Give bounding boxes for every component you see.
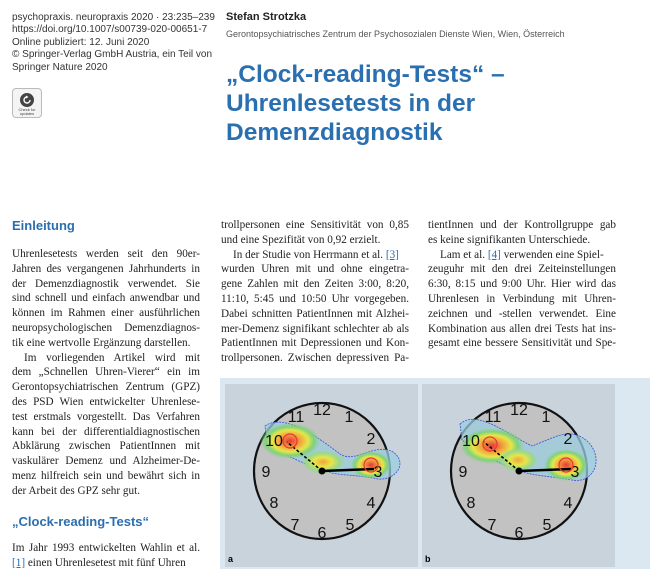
copyright-line-1: © Springer-Verlag GmbH Austria, ein Teil von — [12, 49, 213, 61]
journal-citation: psychopraxis. neuropraxis 2020 · 23:235–239 — [12, 12, 215, 23]
clock-numeral: 9 — [458, 464, 468, 481]
text-line: vaskulärer Demenz und Alzheimer-De- — [12, 455, 200, 468]
clock-numeral: 12 — [510, 402, 528, 419]
clock-numeral: 5 — [542, 517, 552, 534]
text-line: Dabei schnitten PatientInnen mit Alzhei- — [221, 307, 409, 320]
text-line: es keine signifikanten Unterschiede. — [428, 233, 591, 246]
article-title — [226, 60, 646, 147]
section-2-text — [12, 541, 200, 571]
text-line: der Arbeit des GPZ sehr gut. — [12, 484, 141, 497]
clock-numeral: 10 — [462, 433, 480, 450]
text-line: 11:10, 5:45 und 10:50 Uhr vorgegeben. — [221, 292, 409, 305]
text-line: Im Jahr 1993 entwickelten Wahlin et al. — [12, 542, 200, 554]
title-line: „Clock-reading-Tests“ – — [226, 61, 505, 88]
clock-numeral: 8 — [466, 495, 476, 512]
doi-link[interactable]: https://doi.org/10.1007/s00739-020-00651-7 — [12, 24, 208, 36]
text-line: tik eine wertvolle Ergänzung darstellen. — [12, 336, 191, 349]
clock-numeral: 1 — [344, 409, 354, 426]
clock-numeral: 3 — [373, 464, 383, 481]
clock-center — [319, 468, 326, 475]
text-line: mer-Demenz signifikant schlechter ab als — [221, 322, 409, 335]
badge-text-2: updates — [19, 111, 35, 116]
text-line: tientInnen und der Kontrollgruppe gab — [428, 219, 616, 231]
text-line: neuropsychologischen Demenzdiagnos- — [12, 321, 200, 334]
reference-link-3[interactable]: [3] — [385, 248, 399, 261]
text-line: trollpersonen eine Sensitivität von 0,85 — [221, 219, 409, 231]
column-1-text — [12, 247, 200, 499]
clock-numeral: 1 — [541, 409, 551, 426]
column-3-text — [428, 218, 616, 351]
text-line: des PSD Wien entwickelter Uhrenlese- — [12, 395, 200, 408]
clock-numeral: 3 — [570, 464, 580, 481]
clock-numeral: 2 — [366, 431, 376, 448]
text-line: dem „Schnellen Uhren-Vierer“ ein im — [12, 366, 200, 379]
author-name: Stefan Strotzka — [226, 11, 307, 23]
article-metadata — [12, 12, 215, 74]
text-line: zeuguhr mit den drei Zeiteinstellungen — [428, 263, 616, 276]
publication-date: Online publiziert: 12. Juni 2020 — [12, 36, 150, 48]
clock-numeral: 4 — [366, 495, 376, 512]
badge-text-1: Check for — [18, 107, 36, 112]
text-line: Kombination aus allen drei Tests hat ins- — [428, 322, 616, 335]
heat-spot-three — [351, 451, 391, 479]
clock-numeral: 11 — [287, 409, 305, 426]
text-line: 6:30, 8:15 und 9:00 Uhr. Hier wird das — [428, 278, 616, 291]
check-for-updates-badge[interactable] — [12, 88, 42, 118]
text-line — [12, 556, 200, 571]
text-line: test erstmals vorgestellt. Das Verfahren — [12, 410, 200, 423]
title-line: Uhrenlesetests in der — [226, 90, 476, 117]
text-line: sind schnell und einfach anwendbar und — [12, 292, 200, 305]
clock-numeral: 4 — [563, 495, 573, 512]
clock-numeral: 6 — [317, 525, 327, 542]
text-line: Im vorliegenden Artikel wird mit — [24, 351, 200, 364]
text-line: gene Zahlen mit den Zeiten 3:00, 8:20, — [221, 278, 409, 291]
panel-label-b: b — [425, 554, 431, 564]
text-fragment: einen Uhrenlesetest mit fünf Uhren — [27, 556, 186, 569]
text-line: Uhrenlesen in Verbindung mit Uhren- — [428, 292, 616, 305]
text-line: können im Rahmen einer ausführlichen — [12, 307, 200, 320]
text-line: der Demenzdiagnostik verwendet. Sie — [12, 277, 200, 290]
clock-numeral: 6 — [514, 525, 524, 542]
figure-panel-a — [225, 384, 418, 567]
author-affiliation: Gerontopsychiatrisches Zentrum der Psychosozialen Dienste Wien, Wien, Österreich — [226, 29, 565, 39]
clock-numeral: 8 — [269, 495, 279, 512]
refresh-icon — [20, 93, 34, 107]
clock-heatmap-b — [422, 384, 615, 567]
heat-spot-three — [544, 449, 588, 481]
clock-center — [516, 468, 523, 475]
column-2-text — [221, 218, 409, 366]
text-fragment: Lam et al. — [440, 248, 486, 261]
clock-numeral: 5 — [345, 517, 355, 534]
reference-link-1[interactable]: [1] — [12, 556, 26, 569]
clock-heatmap-a — [225, 384, 418, 567]
reference-link-4[interactable]: [4] — [487, 248, 501, 261]
copyright-line-2: Springer Nature 2020 — [12, 61, 108, 73]
text-line: menz hilfreich sein und bewährt sich in — [12, 469, 200, 482]
text-line — [221, 248, 409, 263]
title-line: Demenzdiagnostik — [226, 119, 443, 146]
text-line: Gerontopsychiatrischen Zentrum (GPZ) — [12, 381, 200, 394]
figure-panel-b — [422, 384, 615, 567]
text-line: Abklärung zwischen PatientInnen mit — [12, 440, 200, 453]
section-heading-einleitung: Einleitung — [12, 218, 75, 233]
clock-numeral: 7 — [290, 517, 300, 534]
clock-numeral: 2 — [563, 431, 573, 448]
text-line — [428, 248, 616, 263]
text-line: gesamt eine bessere Sensitivität und Spe- — [428, 337, 616, 350]
clock-numeral: 10 — [265, 433, 283, 450]
text-fragment: verwenden eine Spiel- — [503, 248, 604, 261]
text-line: zeichnen und -stellen verwendet. Eine — [428, 307, 616, 320]
section-heading-clock-reading-tests: „Clock-reading-Tests“ — [12, 514, 150, 529]
clock-numeral: 7 — [487, 517, 497, 534]
text-line: Uhrenlesetests werden seit den 90er- — [12, 248, 200, 260]
clock-numeral: 11 — [484, 409, 502, 426]
clock-numeral: 12 — [313, 402, 331, 419]
text-line: trollpersonen. Zwischen depressiven Pa- — [221, 352, 409, 365]
text-line: PatientInnen mit Depressionen und Kon- — [221, 337, 409, 350]
clock-numeral: 9 — [261, 464, 271, 481]
text-line: Jahren des vergangenen Jahrhunderts in — [12, 262, 200, 275]
panel-label-a: a — [228, 554, 234, 564]
text-fragment: In der Studie von Herrmann et al. — [233, 248, 384, 261]
text-line: und eine Spezifität von 0,92 erzielt. — [221, 233, 381, 246]
text-line: wurden Uhren mit und ohne eingetra- — [221, 263, 409, 276]
text-line: kann bei der differentialdiagnostischen — [12, 425, 200, 438]
